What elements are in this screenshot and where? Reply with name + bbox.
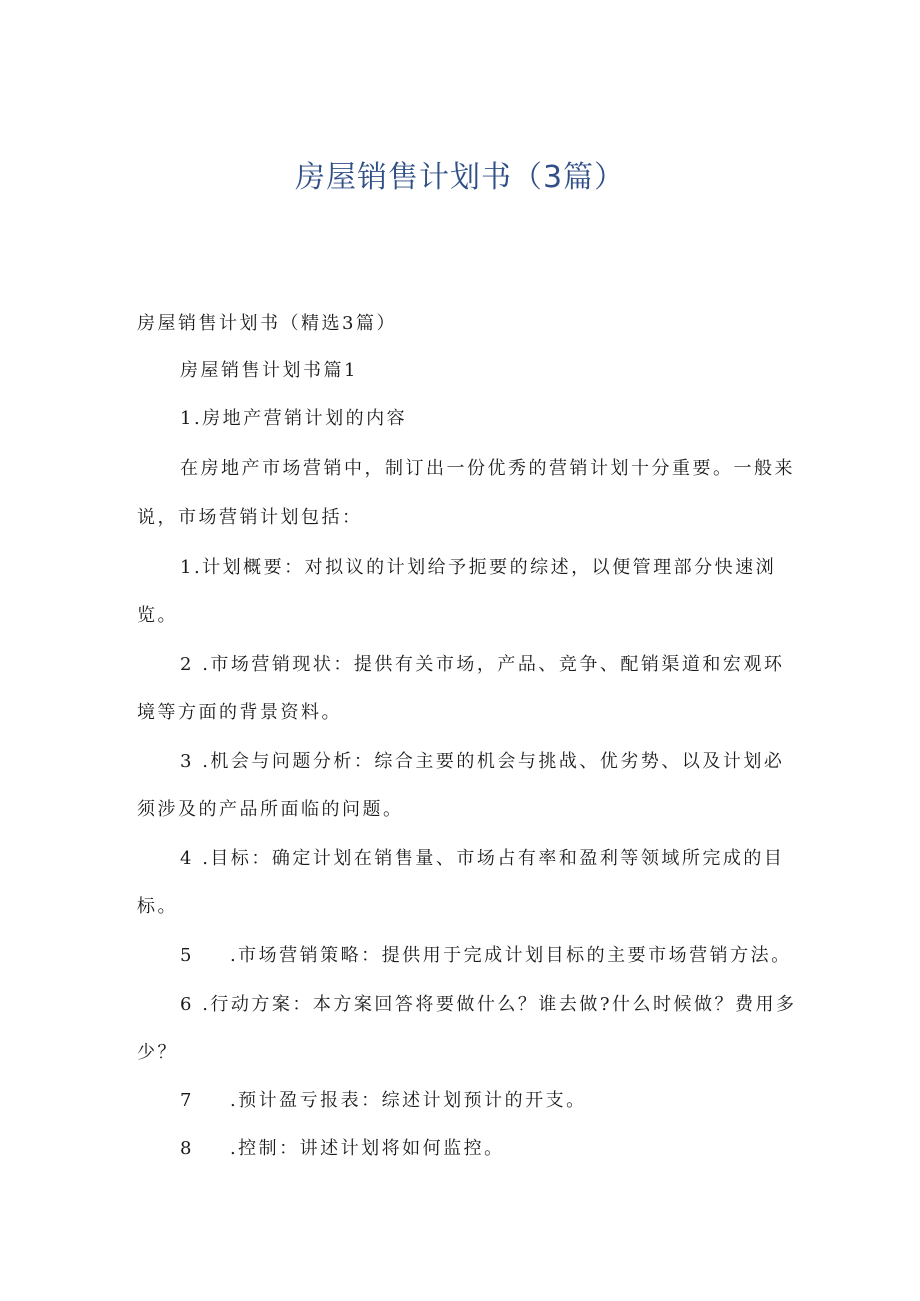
list-item-4 — [180, 847, 784, 871]
list-item-text: .控制：讲述计划将如何监控。 — [229, 1138, 505, 1159]
list-item-3-continuation: 须涉及的产品所面临的问题。 — [137, 799, 404, 820]
intro-paragraph-line-2: 说，市场营销计划包括： — [137, 507, 363, 528]
list-item-text: .市场营销现状：提供有关市场，产品、竞争、配销渠道和宏观环 — [202, 654, 785, 675]
list-item-number: 6 — [180, 994, 194, 1015]
list-item-number: 1 — [180, 557, 194, 578]
list-item-number: 2 — [180, 654, 194, 675]
intro-paragraph-line-1: 在房地产市场营销中，制订出一份优秀的营销计划十分重要。一般来 — [180, 458, 795, 479]
list-item-1 — [180, 556, 776, 580]
list-item-1-continuation: 览。 — [137, 605, 178, 626]
list-item-text: .计划概要：对拟议的计划给予扼要的综述，以便管理部分快速浏 — [193, 557, 777, 578]
item-heading: 1.房地产营销计划的内容 — [180, 408, 408, 429]
section-heading: 房屋销售计划书篇1 — [180, 360, 358, 381]
list-item-text: .机会与问题分析：综合主要的机会与挑战、优劣势、以及计划必 — [202, 751, 785, 772]
list-item-text: .行动方案：本方案回答将要做什么？谁去做?什么时候做？费用多 — [202, 994, 797, 1015]
document-subtitle: 房屋销售计划书（精选3篇） — [137, 313, 397, 334]
list-item-number: 3 — [180, 751, 194, 772]
list-item-6-continuation: 少？ — [137, 1042, 178, 1063]
list-item-2-continuation: 境等方面的背景资料。 — [137, 702, 342, 723]
document-title: 房屋销售计划书（3篇） — [294, 160, 626, 195]
list-item-number: 8 — [180, 1138, 194, 1159]
list-item-8 — [180, 1137, 505, 1161]
list-item-number: 4 — [180, 848, 194, 869]
list-item-3 — [180, 750, 784, 774]
list-item-6 — [180, 993, 797, 1017]
list-item-number: 7 — [180, 1090, 194, 1111]
list-item-4-continuation: 标。 — [137, 896, 178, 917]
list-item-text: .目标：确定计划在销售量、市场占有率和盈利等领域所完成的目 — [202, 848, 785, 869]
list-item-text: .市场营销策略：提供用于完成计划目标的主要市场营销方法。 — [229, 945, 792, 966]
list-item-7 — [180, 1089, 587, 1113]
list-item-text: .预计盈亏报表：综述计划预计的开支。 — [229, 1090, 587, 1111]
list-item-5 — [180, 944, 792, 968]
list-item-number: 5 — [180, 945, 194, 966]
list-item-2 — [180, 653, 784, 677]
